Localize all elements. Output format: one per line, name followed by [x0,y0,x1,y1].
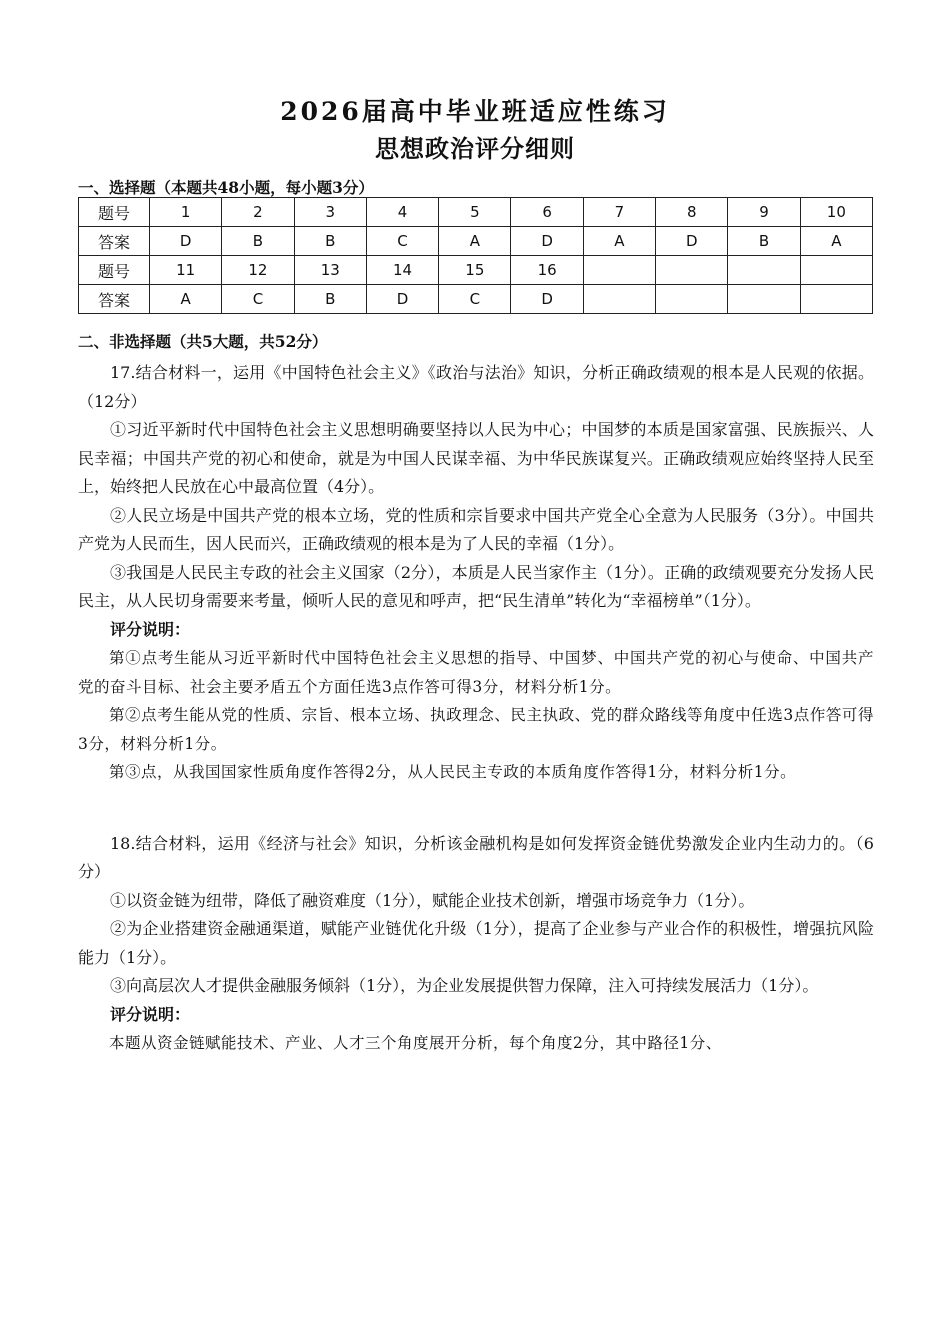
table-cell [583,256,655,285]
table-cell: B [728,227,800,256]
answer-point: ①以资金链为纽带，降低了融资难度（1分），赋能企业技术创新，增强市场竞争力（1分）。 [110,890,755,910]
table-row [79,198,873,227]
scoring-note: 本题从资金链赋能技术、产业、人才三个角度展开分析，每个角度2分，其中路径1分、 [109,1034,722,1052]
table-cell [800,285,872,314]
row-label: 题号 [79,256,150,285]
table-row [79,256,873,285]
table-cell: 10 [800,198,872,227]
table-cell: C [222,285,294,314]
table-cell: 13 [294,256,366,285]
answer-table [78,197,873,314]
row-label: 答案 [79,285,150,314]
table-cell: 6 [511,198,583,227]
table-cell: 12 [222,256,294,285]
table-cell: A [800,227,872,256]
table-cell [656,285,728,314]
table-cell: B [294,285,366,314]
table-cell: C [366,227,438,256]
table-cell: 11 [150,256,222,285]
table-cell: 16 [511,256,583,285]
scoring-note-title: 评分说明： [110,619,191,639]
answer-body [78,359,874,1058]
document-title: 2026届高中毕业班适应性练习 [280,97,670,126]
answer-point: ②人民立场是中国共产党的根本立场，党的性质和宗旨要求中国共产党全心全意为人民服务（3分）。中国共产党为人民而生，因人民而兴，正确政绩观的根本是为了人民的幸福（1分）。 [78,505,874,553]
table-cell: A [439,227,511,256]
table-cell: 5 [439,198,511,227]
table-cell: D [656,227,728,256]
table-cell: B [222,227,294,256]
table-cell [583,285,655,314]
table-cell: 3 [294,198,366,227]
section-heading-nonchoice: 二、非选择题（共5大题，共52分） [78,332,328,351]
answer-point: ③向高层次人才提供金融服务倾斜（1分），为企业发展提供智力保障，注入可持续发展活力（1分）。 [110,976,819,995]
table-cell [800,256,872,285]
table-cell: D [366,285,438,314]
table-cell: 1 [150,198,222,227]
table-cell: 14 [366,256,438,285]
question-17-prompt: 17.结合材料一，运用《中国特色社会主义》《政治与法治》知识，分析正确政绩观的根本是人民观的依据。（12分） [78,363,874,411]
table-cell: A [150,285,222,314]
section-heading-choice: 一、选择题（本题共48小题，每小题3分） [78,178,374,197]
row-label: 答案 [79,227,150,256]
table-cell: D [511,227,583,256]
answer-point: ③我国是人民民主专政的社会主义国家（2分），本质是人民当家作主（1分）。正确的政绩观要充分发扬人民民主，从人民切身需要来考量，倾听人民的意见和呼声，把“民生清单”转化为“幸福榜单”（1分）。 [78,562,874,610]
table-cell [656,256,728,285]
table-cell: 8 [656,198,728,227]
row-label: 题号 [79,198,150,227]
table-cell: A [583,227,655,256]
question-18-prompt: 18.结合材料，运用《经济与社会》知识，分析该金融机构是如何发挥资金链优势激发企业内生动力的。（6分） [78,833,874,881]
table-cell: C [439,285,511,314]
table-cell: 4 [366,198,438,227]
table-cell: 2 [222,198,294,227]
scoring-note: 第③点，从我国国家性质角度作答得2分，从人民民主专政的本质角度作答得1分，材料分析1分。 [109,763,797,781]
scoring-note: 第②点考生能从党的性质、宗旨、根本立场、执政理念、民主执政、党的群众路线等角度中任选3点作答可得3分，材料分析1分。 [78,706,874,753]
scoring-note-title: 评分说明： [110,1004,191,1024]
table-cell: D [150,227,222,256]
document-subtitle: 思想政治评分细则 [375,134,575,163]
table-cell [728,256,800,285]
table-row [79,285,873,314]
table-cell: B [294,227,366,256]
answer-point: ②为企业搭建资金融通渠道，赋能产业链优化升级（1分），提高了企业参与产业合作的积极性，增强抗风险能力（1分）。 [78,919,874,967]
scoring-note: 第①点考生能从习近平新时代中国特色社会主义思想的指导、中国梦、中国共产党的初心与使命、中国共产党的奋斗目标、社会主要矛盾五个方面任选3点作答可得3分，材料分析1分。 [78,649,874,696]
table-cell: 9 [728,198,800,227]
table-row [79,227,873,256]
table-cell [728,285,800,314]
table-cell: D [511,285,583,314]
table-cell: 7 [583,198,655,227]
table-cell: 15 [439,256,511,285]
answer-point: ①习近平新时代中国特色社会主义思想明确要坚持以人民为中心；中国梦的本质是国家富强、民族振兴、人民幸福；中国共产党的初心和使命，就是为中国人民谋幸福、为中华民族谋复兴。正确政绩观应始终坚持人民至上，始终把人民放在心中最高位置（4分）。 [78,420,874,496]
spacer [78,787,874,830]
